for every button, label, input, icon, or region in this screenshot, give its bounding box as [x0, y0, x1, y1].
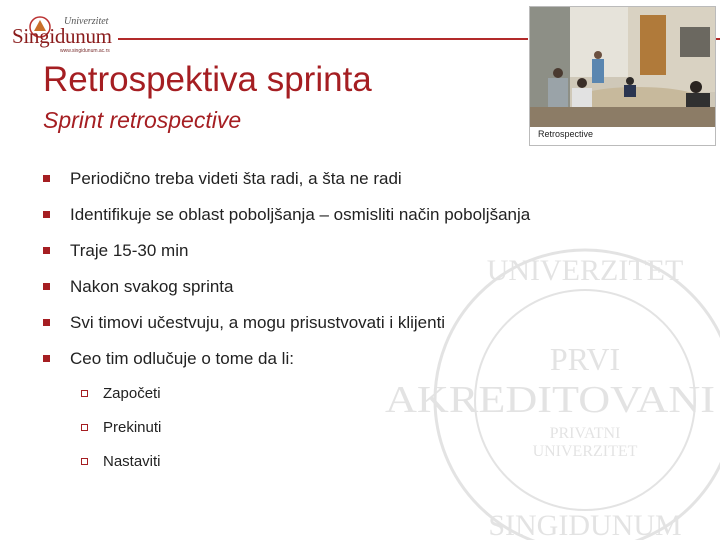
hollow-square-bullet-icon [81, 424, 88, 431]
square-bullet-icon [43, 211, 50, 218]
sub-bullet-item [80, 418, 161, 452]
sub-bullet-text: Prekinuti [103, 419, 162, 436]
meeting-photo-image [530, 7, 715, 127]
seal-ring-bottom: SINGIDUNUM [488, 509, 682, 540]
photo-caption: Retrospective [538, 129, 594, 139]
bullet-text: Svi timovi učestvuju, a mogu prisustvovati i klijenti [70, 313, 446, 332]
seal-line2: AKREDITOVANI [385, 379, 715, 421]
seal-ring-top: UNIVERZITET [486, 254, 684, 287]
bullet-item [42, 348, 530, 384]
square-bullet-icon [43, 319, 50, 326]
retrospective-photo [529, 6, 716, 146]
bullet-text: Traje 15-30 min [70, 241, 189, 260]
bullet-text: Ceo tim odlučuje o tome da li: [70, 349, 294, 368]
hollow-square-bullet-icon [81, 390, 88, 397]
bullet-list [42, 168, 530, 384]
bullet-text: Periodično treba videti šta radi, a šta ne radi [70, 169, 402, 188]
square-bullet-icon [43, 355, 50, 362]
sub-bullet-item [80, 452, 161, 486]
university-logo [8, 14, 120, 54]
header-divider [118, 38, 528, 40]
bullet-item [42, 312, 530, 348]
logo-text-main: Singidunum [12, 24, 112, 48]
sub-bullet-text: Nastaviti [103, 453, 161, 470]
logo-url: www.singidunum.ac.rs [60, 48, 110, 54]
bullet-item [42, 240, 530, 276]
seal-line3: PRIVATNI [549, 425, 621, 442]
bullet-item [42, 168, 530, 204]
bullet-text: Identifikuje se oblast poboljšanja – osmisliti način poboljšanja [70, 205, 531, 224]
sub-bullet-text: Započeti [103, 385, 161, 402]
square-bullet-icon [43, 247, 50, 254]
slide-subtitle: Sprint retrospective [43, 107, 242, 133]
bullet-item [42, 204, 530, 240]
bullet-item [42, 276, 530, 312]
hollow-square-bullet-icon [81, 458, 88, 465]
bullet-text: Nakon svakog sprinta [70, 277, 234, 296]
seal-line1: PRVI [549, 341, 621, 377]
square-bullet-icon [43, 175, 50, 182]
slide-title: Retrospektiva sprinta [43, 60, 372, 99]
sub-bullet-item [80, 384, 161, 418]
seal-line4: UNIVERZITET [532, 443, 638, 460]
logo-text-top: Univerzitet [64, 16, 109, 27]
square-bullet-icon [43, 283, 50, 290]
sub-bullet-list [80, 384, 161, 486]
